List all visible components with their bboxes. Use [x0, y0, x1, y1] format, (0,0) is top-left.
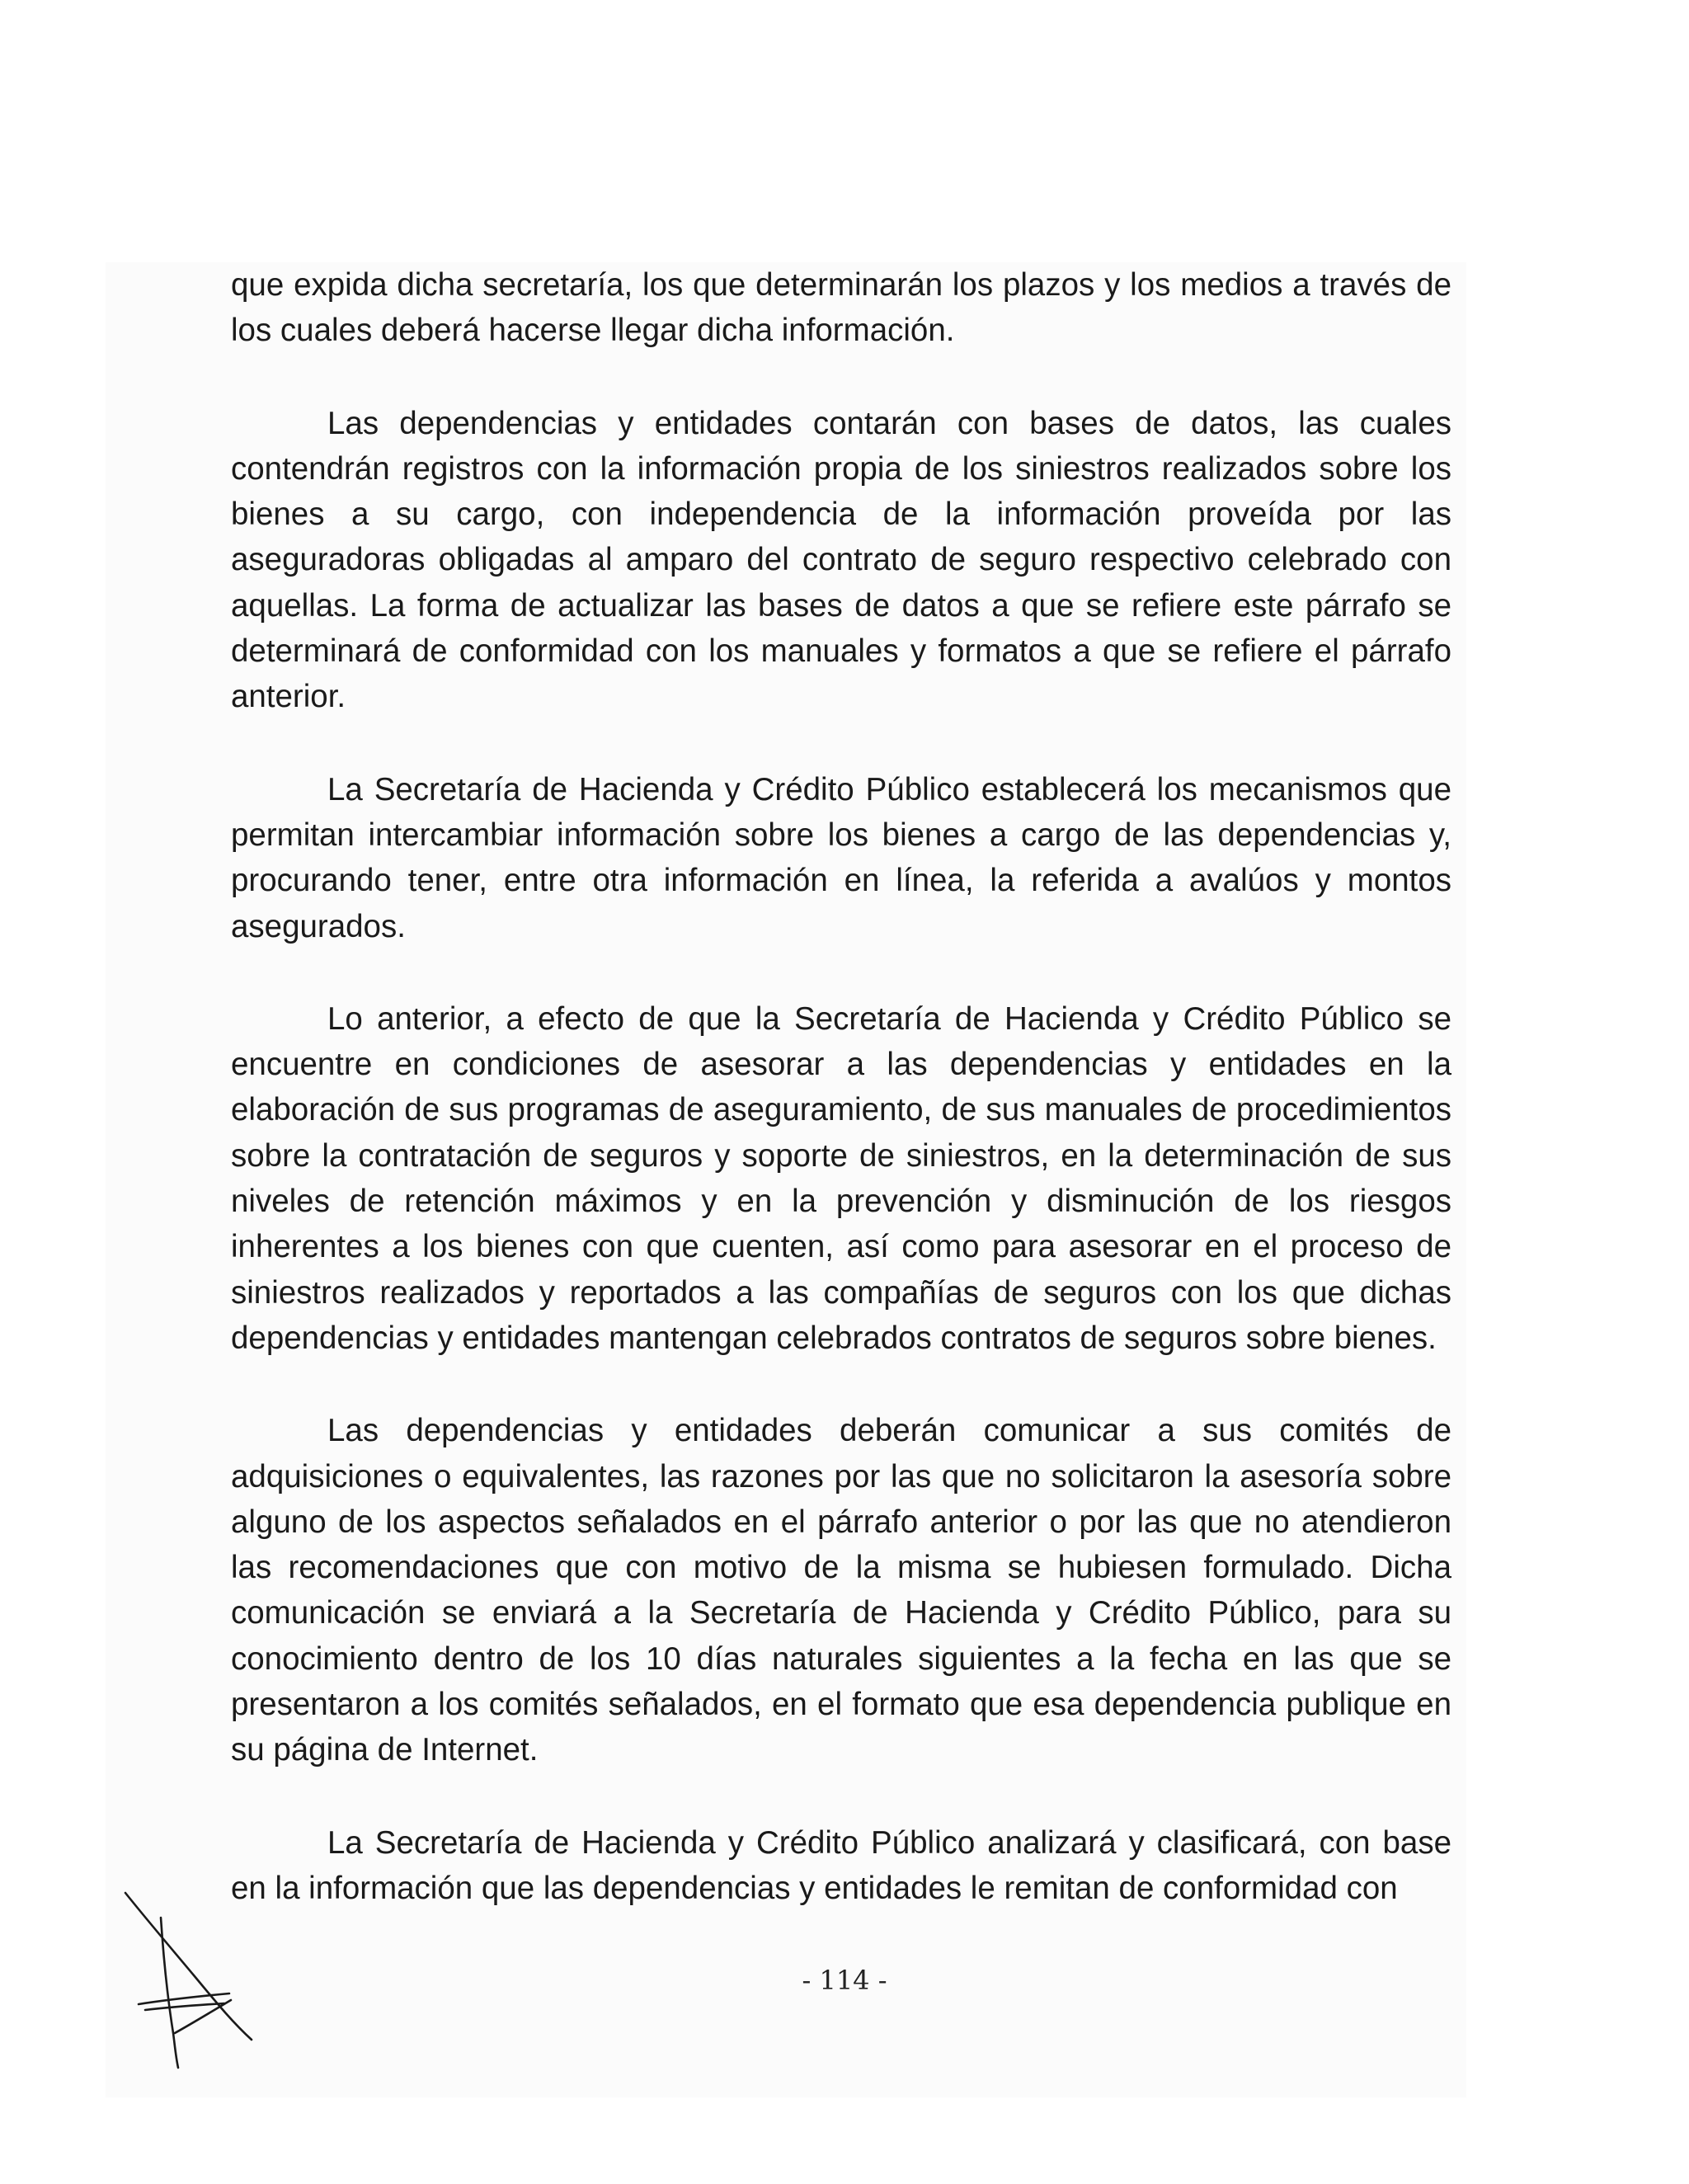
paragraph-analysis: La Secretaría de Hacienda y Crédito Público analizará y clasificará, con base en la información que las dependencias y entidades le remitan de conformidad con: [231, 1824, 1451, 1906]
paragraph-advisory: Lo anterior, a efecto de que la Secretaría de Hacienda y Crédito Público se encuentre en condiciones de asesorar a las dependencias y entidades en la elaboración de sus programas de aseguramiento, de sus manuales de procedimientos sobre la contratación de seguros y soporte de siniestros, en la determinación de sus niveles de retención máximos y en la prevención y disminución de los riesgos inherentes a los bienes con que cuenten, así como para asesorar en el proceso de siniestros realizados y reportados a las compañías de seguros con los que dichas dependencias y entidades mantengan celebrados contratos de seguros sobre bienes.: [231, 1000, 1451, 1356]
handwritten-signature-icon: [115, 1876, 264, 2074]
paragraph-mechanisms: La Secretaría de Hacienda y Crédito Público establecerá los mecanismos que permitan intercambiar información sobre los bienes a cargo de las dependencias y, procurando tener, entre otra información en línea, la referida a avalúos y montos asegurados.: [231, 771, 1451, 944]
paragraph-databases: Las dependencias y entidades contarán con bases de datos, las cuales contendrán registros con la información propia de los siniestros realizados sobre los bienes a su cargo, con independencia de la información proveída por las aseguradoras obligadas al amparo del contrato de seguro respectivo celebrado con aquellas. La forma de actualizar las bases de datos a que se refiere este párrafo se determinará de conformidad con los manuales y formatos a que se refiere el párrafo anterior.: [231, 405, 1451, 715]
paragraph-continued: que expida dicha secretaría, los que determinarán los plazos y los medios a través de los cuales deberá hacerse llegar dicha información.: [231, 267, 1451, 349]
document-body: [231, 262, 1451, 1911]
page-number: - 114 -: [802, 1965, 887, 1996]
paragraph-committees: Las dependencias y entidades deberán comunicar a sus comités de adquisiciones o equivalentes, las razones por las que no solicitaron la asesoría sobre alguno de los aspectos señalados en el párrafo anterior o por las que no atendieron las recomendaciones que con motivo de la misma se hubiesen formulado. Dicha comunicación se enviará a la Secretaría de Hacienda y Crédito Público, para su conocimiento dentro de los 10 días naturales siguientes a la fecha en las que se presentaron a los comités señalados, en el formato que esa dependencia publique en su página de Internet.: [231, 1413, 1451, 1768]
